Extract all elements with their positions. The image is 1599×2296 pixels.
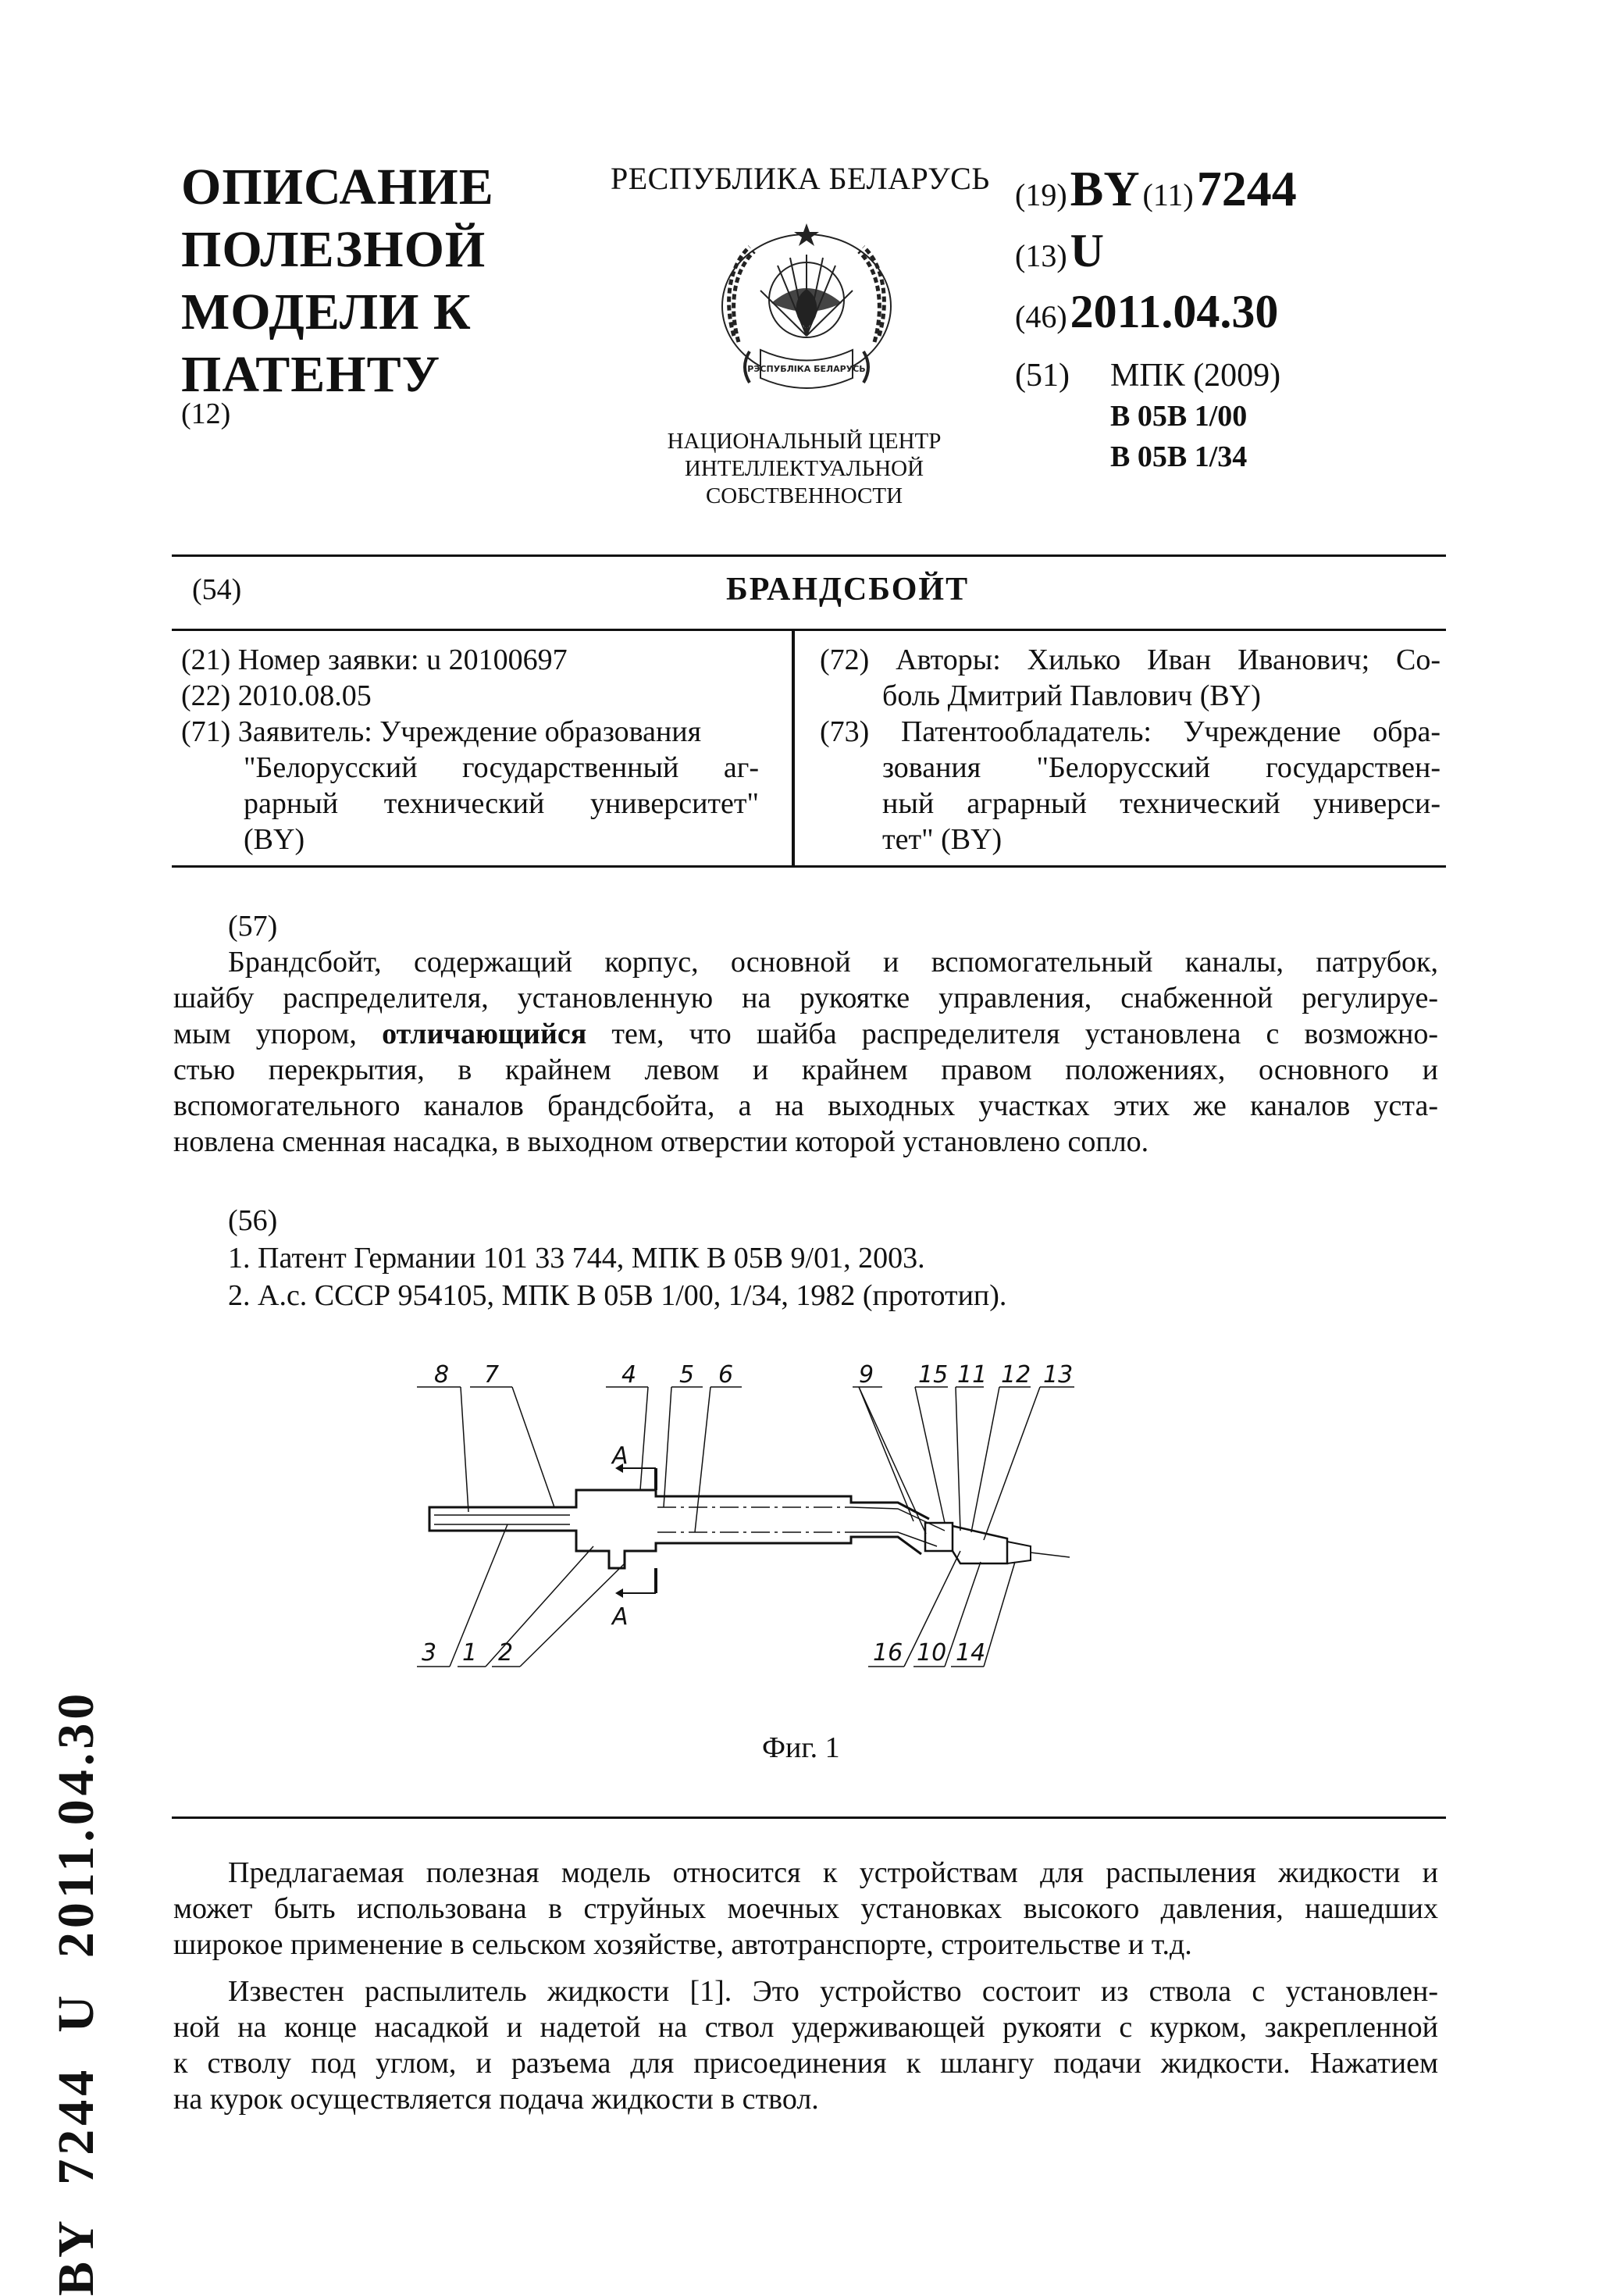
patentee-line: (73) Патентообладатель: Учреждение обра-	[820, 715, 1441, 748]
applicant-line: рарный технический университет"	[244, 787, 759, 820]
part-label: 9	[859, 1361, 874, 1389]
section-marker-bottom: А	[612, 1603, 629, 1631]
description-line: на курок осуществляется подача жидкости в ствол.	[173, 2083, 819, 2116]
applicant-line: (BY)	[244, 823, 305, 856]
republic-heading: РЕСПУБЛИКА БЕЛАРУСЬ	[611, 161, 990, 196]
state-emblem-icon	[709, 219, 904, 414]
part-label: 16	[873, 1639, 903, 1667]
national-center-name	[625, 428, 984, 510]
inid-54: (54)	[192, 573, 242, 606]
part-label: 2	[498, 1639, 514, 1667]
part-label: 3	[422, 1639, 437, 1667]
part-label: 15	[918, 1361, 949, 1389]
title-line: МОДЕЛИ К	[181, 283, 472, 340]
claims-line: Брандсбойт, содержащий корпус, основной и вспомогательный каналы, патрубок,	[228, 946, 1438, 979]
authors-column	[820, 642, 1441, 857]
ipc-label: МПК (2009)	[1110, 358, 1281, 394]
section-marker-top: А	[612, 1442, 629, 1470]
application-number: (21) Номер заявки: u 20100697	[181, 644, 568, 676]
reference-item: 1. Патент Германии 101 33 744, МПК B 05B 9/01, 2003.	[228, 1242, 925, 1275]
rule-top	[172, 554, 1446, 557]
description-paragraph-2	[173, 1973, 1438, 2117]
applicant-line: "Белорусский государственный аг-	[244, 751, 759, 784]
publication-date: 2011.04.30	[1070, 286, 1279, 337]
description-line: Предлагаемая полезная модель относится к устройствам для распыления жидкости и	[228, 1856, 1438, 1889]
rule-mid	[172, 629, 1446, 631]
nc-line: СОБСТВЕННОСТИ	[705, 483, 903, 508]
inid-57: (57)	[228, 910, 278, 943]
description-line: может быть использована в струйных моечных установках высокого давления, нашедших	[173, 1892, 1438, 1925]
ipc-class: B 05B 1/34	[1110, 440, 1248, 473]
reference-item: 2. А.с. СССР 954105, МПК B 05B 1/00, 1/34, 1982 (прототип).	[228, 1279, 1007, 1312]
description-line: ной на конце насадкой и надетой на ствол удерживающей рукояти с курком, закрепленной	[173, 2011, 1438, 2044]
rule-bottom	[172, 865, 1446, 868]
part-label: 6	[718, 1361, 734, 1389]
claims-line	[173, 1016, 1438, 1052]
authors-line: боль Дмитрий Павлович (BY)	[882, 679, 1261, 712]
inid-19: (19)	[1015, 177, 1067, 212]
invention-title: БРАНДСБОЙТ	[726, 572, 970, 608]
rule-figure	[172, 1816, 1446, 1819]
part-label: 5	[679, 1361, 695, 1389]
description-line: Известен распылитель жидкости [1]. Это устройство состоит из ствола с установлен-	[228, 1975, 1438, 2008]
description-line: к стволу под углом, и разъема для присоединения к шлангу подачи жидкости. Нажатием	[173, 2047, 1438, 2080]
column-divider	[792, 629, 795, 867]
part-label: 1	[462, 1639, 478, 1667]
code-12: (12)	[181, 398, 231, 430]
ipc-class: B 05B 1/00	[1110, 400, 1248, 433]
patentee-line: ный аграрный технический универси-	[882, 787, 1441, 820]
applicant-column	[181, 642, 759, 857]
kind-code: U	[1070, 225, 1104, 276]
claims-fragment: тем, что шайба распределителя установлена с возможно-	[586, 1018, 1438, 1050]
part-label: 14	[956, 1639, 986, 1667]
inid-11: (11)	[1142, 177, 1194, 212]
title-line: ПОЛЕЗНОЙ	[181, 221, 486, 278]
nc-line: ИНТЕЛЛЕКТУАЛЬНОЙ	[684, 456, 924, 481]
country-code: BY	[1070, 161, 1140, 216]
inid-56: (56)	[228, 1204, 278, 1237]
document-type-title	[181, 156, 494, 406]
claims-text	[173, 944, 1438, 1160]
description-paragraph-1	[173, 1855, 1438, 1963]
authors-line: (72) Авторы: Хилько Иван Иванович; Со-	[820, 644, 1441, 676]
claims-line: новлена сменная насадка, в выходном отверстии которой установлено сопло.	[173, 1125, 1149, 1158]
figure-caption: Фиг. 1	[762, 1731, 840, 1764]
claims-line: шайбу распределителя, установленную на рукоятке управления, снабженной регулируе-	[173, 982, 1438, 1014]
title-line: ПАТЕНТУ	[181, 346, 441, 403]
patentee-line: зования "Белорусский государствен-	[882, 751, 1441, 784]
spine-identifier: BY 7244 U 2011.04.30	[48, 1689, 105, 2296]
inid-51: (51)	[1015, 358, 1070, 394]
claims-line: вспомогательного каналов брандсбойта, а на выходных участках этих же каналов уста-	[173, 1089, 1438, 1122]
emblem-ribbon-text: РЭСПУБЛІКА БЕЛАРУСЬ	[747, 364, 866, 374]
part-label: 7	[484, 1361, 500, 1389]
inid-46: (46)	[1015, 299, 1067, 334]
patent-number: 7244	[1196, 161, 1297, 216]
part-label: 11	[957, 1361, 988, 1389]
filing-date: (22) 2010.08.05	[181, 679, 372, 712]
description-line: широкое применение в сельском хозяйстве, автотранспорте, строительстве и т.д.	[173, 1928, 1192, 1961]
part-label: 8	[434, 1361, 450, 1389]
claims-fragment: мым упором,	[173, 1018, 383, 1050]
claims-keyword: отличающийся	[382, 1018, 587, 1050]
claims-line: стью перекрытия, в крайнем левом и крайнем правом положениях, основного и	[173, 1054, 1438, 1086]
part-label: 10	[917, 1639, 947, 1667]
patentee-line: тет" (BY)	[882, 823, 1002, 856]
nc-line: НАЦИОНАЛЬНЫЙ ЦЕНТР	[667, 429, 942, 454]
part-label: 4	[621, 1361, 637, 1389]
applicant-line: (71) Заявитель: Учреждение образования	[181, 715, 702, 748]
part-label: 12	[1001, 1361, 1031, 1389]
part-label: 13	[1043, 1361, 1074, 1389]
inid-13: (13)	[1015, 238, 1067, 273]
title-line: ОПИСАНИЕ	[181, 159, 494, 216]
figure-1-drawing	[414, 1359, 1210, 1695]
